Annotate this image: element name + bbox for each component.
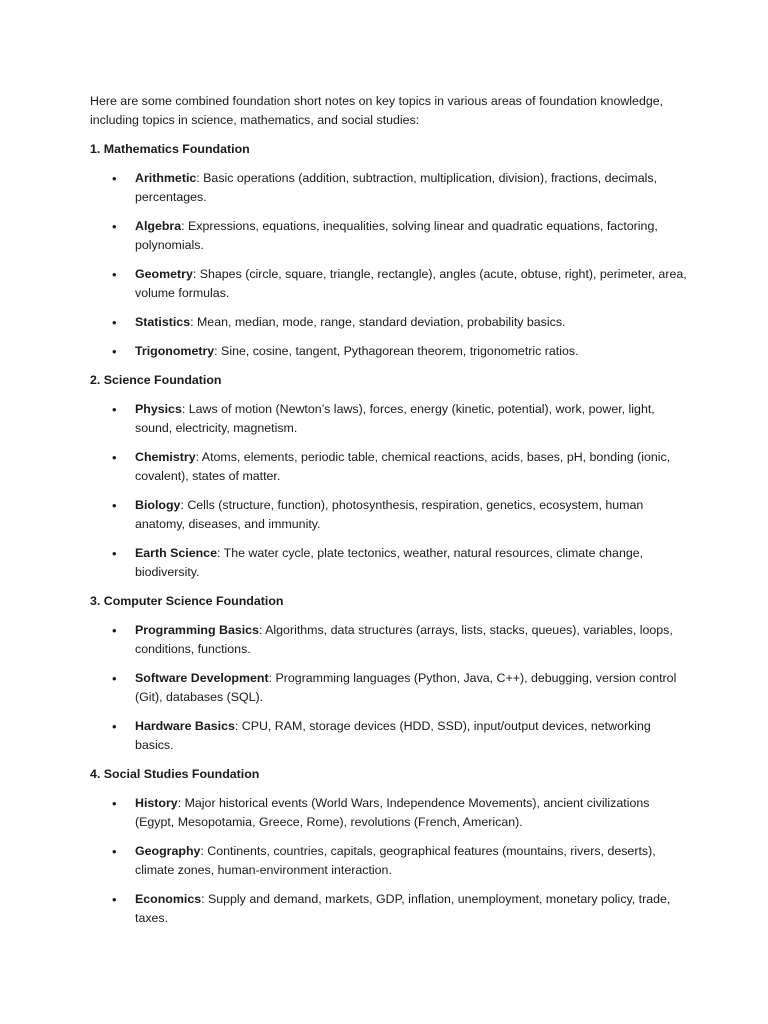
item-description: : Shapes (circle, square, triangle, rectangle), angles (acute, obtuse, right), perimeter, area, volume formulas. (135, 267, 687, 300)
item-term: Statistics (135, 315, 191, 329)
bullet-list (90, 169, 690, 361)
list-item (90, 890, 690, 928)
item-term: History (135, 796, 178, 810)
item-description: : Basic operations (addition, subtraction, multiplication, division), fractions, decimals, percentages. (135, 171, 658, 204)
bullet-icon: • (112, 671, 117, 686)
item-term: Economics (135, 892, 202, 906)
item-term: Software Development (135, 671, 269, 685)
list-item (90, 400, 690, 438)
item-description: : Programming languages (Python, Java, C++), debugging, version control (Git), databases (SQL). (135, 671, 677, 704)
bullet-icon: • (112, 267, 117, 282)
bullet-icon: • (112, 344, 117, 359)
bullet-icon: • (112, 402, 117, 417)
section-science (90, 371, 690, 582)
bullet-list (90, 621, 690, 755)
item-description: : Algorithms, data structures (arrays, lists, stacks, queues), variables, loops, conditions, functions. (135, 623, 673, 656)
list-item (90, 448, 690, 486)
bullet-list (90, 794, 690, 928)
section-social-studies (90, 765, 690, 928)
item-term: Chemistry (135, 450, 196, 464)
list-item (90, 217, 690, 255)
bullet-icon: • (112, 171, 117, 186)
bullet-icon: • (112, 796, 117, 811)
list-item (90, 669, 690, 707)
bullet-icon: • (112, 719, 117, 734)
section-heading: 1. Mathematics Foundation (90, 142, 250, 156)
bullet-icon: • (112, 315, 117, 330)
item-term: Geography (135, 844, 201, 858)
item-term: Hardware Basics (135, 719, 235, 733)
item-term: Earth Science (135, 546, 217, 560)
item-description: : Continents, countries, capitals, geographical features (mountains, rivers, deserts), climate zones, human-environment interaction. (135, 844, 656, 877)
document-page (90, 92, 690, 938)
section-mathematics (90, 140, 690, 361)
list-item (90, 794, 690, 832)
list-item (90, 544, 690, 582)
list-item (90, 621, 690, 659)
item-description: : Laws of motion (Newton’s laws), forces, energy (kinetic, potential), work, power, light, sound, electricity, magnetism. (135, 402, 655, 435)
item-term: Biology (135, 498, 181, 512)
item-description: : CPU, RAM, storage devices (HDD, SSD), input/output devices, networking basics. (135, 719, 651, 752)
bullet-icon: • (112, 892, 117, 907)
item-description: : Cells (structure, function), photosynthesis, respiration, genetics, ecosystem, human anatomy, diseases, and immunity. (135, 498, 644, 531)
bullet-icon: • (112, 844, 117, 859)
item-description: : Expressions, equations, inequalities, solving linear and quadratic equations, factoring, polynomials. (135, 219, 658, 252)
item-description: : Atoms, elements, periodic table, chemical reactions, acids, bases, pH, bonding (ionic, covalent), states of matter. (135, 450, 671, 483)
list-item (90, 842, 690, 880)
bullet-icon: • (112, 498, 117, 513)
bullet-icon: • (112, 623, 117, 638)
bullet-icon: • (112, 546, 117, 561)
bullet-list (90, 400, 690, 582)
item-term: Physics (135, 402, 182, 416)
section-heading: 2. Science Foundation (90, 373, 222, 387)
list-item (90, 496, 690, 534)
item-description: : The water cycle, plate tectonics, weather, natural resources, climate change, biodiversity. (135, 546, 644, 579)
intro-paragraph: Here are some combined foundation short notes on key topics in various areas of foundation knowledge, including topics in science, mathematics, and social studies: (90, 94, 664, 127)
list-item (90, 313, 690, 332)
item-description: : Major historical events (World Wars, Independence Movements), ancient civilizations (Egypt, Mesopotamia, Greece, Rome), revolutions (French, American). (135, 796, 650, 829)
item-term: Trigonometry (135, 344, 215, 358)
list-item (90, 265, 690, 303)
list-item (90, 717, 690, 755)
item-term: Geometry (135, 267, 193, 281)
bullet-icon: • (112, 219, 117, 234)
item-term: Algebra (135, 219, 182, 233)
list-item (90, 169, 690, 207)
item-term: Programming Basics (135, 623, 259, 637)
bullet-icon: • (112, 450, 117, 465)
section-heading: 4. Social Studies Foundation (90, 767, 260, 781)
section-heading: 3. Computer Science Foundation (90, 594, 284, 608)
item-description: : Mean, median, mode, range, standard deviation, probability basics. (190, 315, 566, 329)
section-computer-science (90, 592, 690, 755)
item-description: : Supply and demand, markets, GDP, inflation, unemployment, monetary policy, trade, taxes. (135, 892, 671, 925)
item-term: Arithmetic (135, 171, 197, 185)
item-description: : Sine, cosine, tangent, Pythagorean theorem, trigonometric ratios. (214, 344, 579, 358)
list-item (90, 342, 690, 361)
